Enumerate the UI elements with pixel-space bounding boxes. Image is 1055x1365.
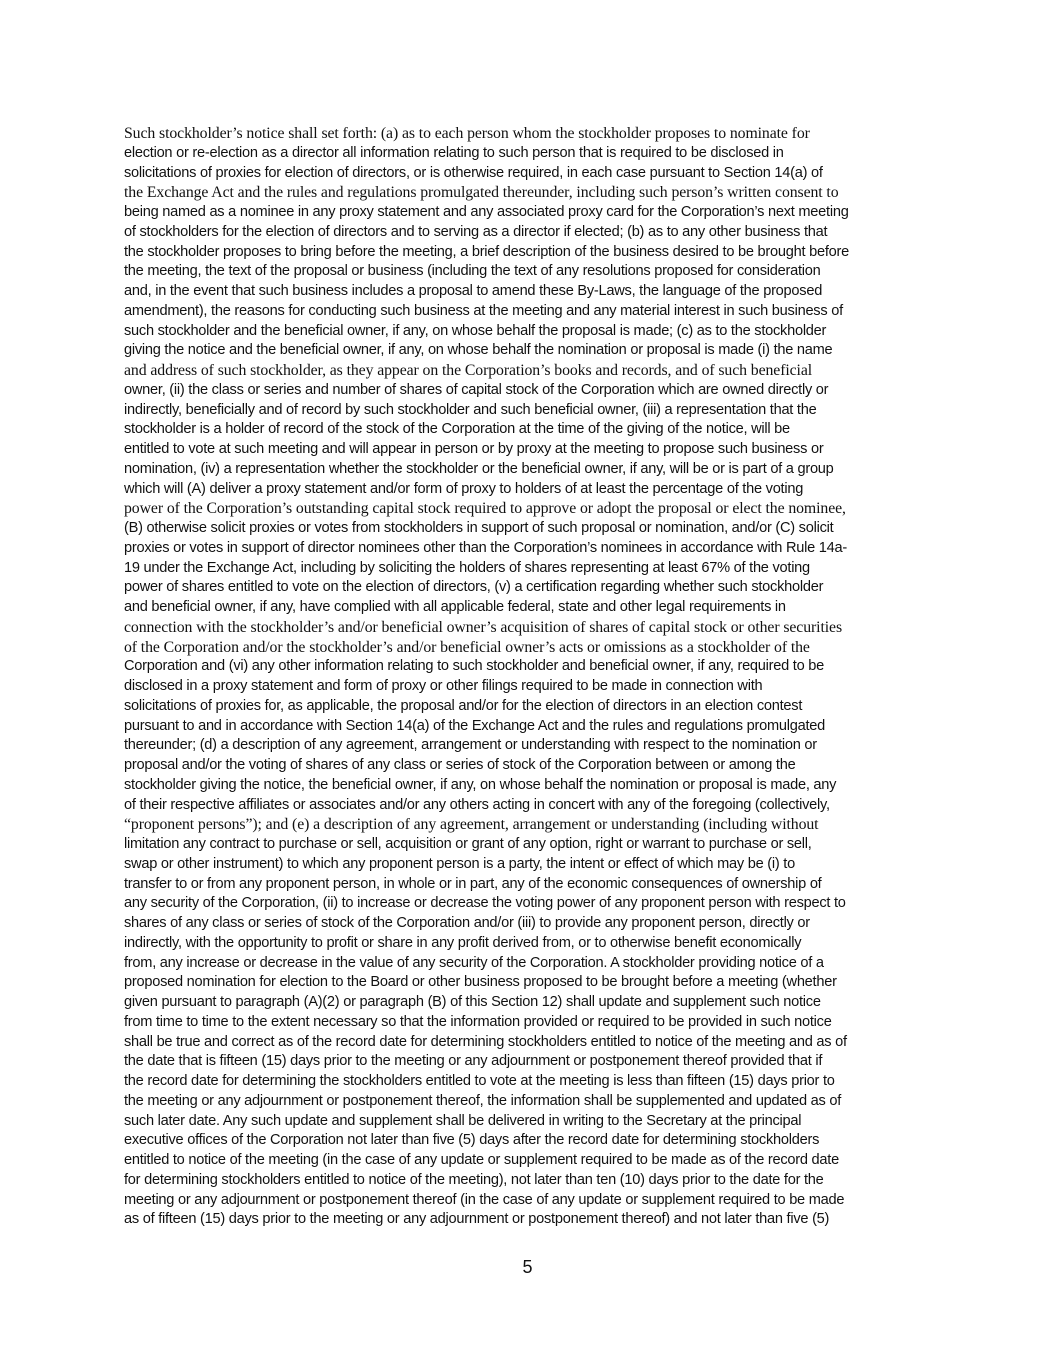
body-paragraph	[124, 124, 934, 1230]
text-line: the meeting, the text of the proposal or business (including the text of any resolutions proposed for consideration	[124, 263, 821, 280]
text-line: pursuant to and in accordance with Section 14(a) of the Exchange Act and the rules and regulations promulgated	[124, 717, 826, 734]
text-line: of stockholders for the election of directors and to serving as a director if elected; (b) as to any other business that	[124, 223, 828, 240]
text-line: from, any increase or decrease in the value of any security of the Corporation. A stockholder providing notice of a	[124, 954, 824, 971]
text-line: entitled to vote at such meeting and will appear in person or by proxy at the meeting to propose such business or	[124, 441, 824, 457]
text-line: proposal and/or the voting of shares of any class or series of stock of the Corporation between or among the	[124, 757, 796, 773]
text-line: which will (A) deliver a proxy statement and/or form of proxy to holders of at least the percentage of the voting	[124, 480, 804, 497]
text-line: election or re-election as a director all information relating to such person that is required to be disclosed in	[124, 144, 784, 161]
text-line: Such stockholder’s notice shall set forth: (a) as to each person whom the stockholder proposes to nominate for	[124, 125, 810, 142]
text-line: given pursuant to paragraph (A)(2) or paragraph (B) of this Section 12) shall update and supplement such notice	[124, 994, 821, 1010]
text-line: such later date. Any such update and supplement shall be delivered in writing to the Secretary at the principal	[124, 1112, 802, 1129]
text-line: 19 under the Exchange Act, including by soliciting the holders of shares representing at least 67% of the voting	[124, 559, 810, 576]
text-line: swap or other instrument) to which any proponent person is a party, the intent or effect of which may be (i) to	[124, 855, 795, 872]
text-line: meeting or any adjournment or postponement thereof (in the case of any update or supplement required to be made	[124, 1191, 845, 1208]
text-line: as of fifteen (15) days prior to the meeting or any adjournment or postponement thereof) and not later than five (5)	[124, 1211, 830, 1228]
text-line: for determining stockholders entitled to notice of the meeting), not later than ten (10) days prior to the date for the	[124, 1171, 824, 1188]
text-line: and address of such stockholder, as they appear on the Corporation’s books and records, and of such beneficial	[124, 362, 813, 379]
text-line: the record date for determining the stockholders entitled to vote at the meeting is less than fifteen (15) days prior to	[124, 1073, 835, 1089]
text-line: and beneficial owner, if any, have complied with all applicable federal, state and other legal requirements in	[124, 599, 786, 615]
text-line: connection with the stockholder’s and/or beneficial owner’s acquisition of shares of capital stock or other securities	[124, 618, 843, 636]
text-line: power of shares entitled to vote on the election of directors, (v) a certification regarding whether such stockholder	[124, 579, 824, 596]
text-line: proposed nomination for election to the Board or other business proposed to be brought before a meeting (whether	[124, 974, 837, 991]
text-line: amendment), the reasons for conducting such business at the meeting and any material interest in such business of	[124, 302, 843, 319]
text-line: shall be true and correct as of the record date for determining stockholders entitled to notice of the meeting and as of	[124, 1033, 847, 1050]
text-line: thereunder; (d) a description of any agreement, arrangement or understanding with respect to the nomination or	[124, 737, 817, 754]
page-number: 5	[522, 1257, 533, 1277]
text-line: shares of any class or series of stock of the Corporation and/or (iii) to provide any proponent person, directly or	[124, 915, 810, 931]
text-line: “proponent persons”); and (e) a description of any agreement, arrangement or understanding (including without	[124, 816, 819, 834]
text-line: nomination, (iv) a representation whether the stockholder or the beneficial owner, if any, will be or is part of a group	[124, 460, 834, 477]
text-line: stockholder is a holder of record of the stock of the Corporation at the time of the giving of the notice, will be	[124, 421, 790, 438]
text-line: disclosed in a proxy statement and form of proxy or other filings required to be made in connection with	[124, 678, 763, 694]
text-line: from time to time to the extent necessary so that the information provided or required to be provided in such notice	[124, 1013, 832, 1030]
text-line: solicitations of proxies for, as applicable, the proposal and/or for the election of directors in an election contest	[124, 697, 803, 714]
text-line: Corporation and (vi) any other information relating to such stockholder and beneficial owner, if any, required to be	[124, 658, 825, 675]
text-line: such stockholder and the beneficial owner, if any, on whose behalf the proposal is made; (c) as to the stockholder	[124, 322, 827, 339]
text-line: entitled to notice of the meeting (in the case of any update or supplement required to be made as of the record date	[124, 1152, 839, 1168]
text-line: the stockholder proposes to bring before the meeting, a brief description of the business desired to be brought before	[124, 243, 849, 260]
text-line: indirectly, beneficially and of record by such stockholder and such beneficial owner, (iii) a representation that the	[124, 401, 817, 418]
text-line: stockholder giving the notice, the beneficial owner, if any, on whose behalf the nomination or proposal is made, any	[124, 776, 837, 793]
text-line: proxies or votes in support of director nominees other than the Corporation’s nominees in accordance with Rule 14a-	[124, 539, 847, 556]
text-line: indirectly, with the opportunity to profit or share in any profit derived from, or to otherwise benefit economically	[124, 934, 802, 951]
text-line: power of the Corporation’s outstanding capital stock required to approve or adopt the proposal or elect the nominee,	[124, 500, 846, 518]
text-line: owner, (ii) the class or series and number of shares of capital stock of the Corporation which are owned directly or	[124, 381, 829, 398]
text-line: the date that is fifteen (15) days prior to the meeting or any adjournment or postponement thereof provided that if	[124, 1053, 823, 1070]
text-line: of their respective affiliates or associates and/or any others acting in concert with any of the foregoing (collectively,	[124, 796, 830, 813]
text-line: being named as a nominee in any proxy statement and any associated proxy card for the Corporation’s next meeting	[124, 204, 849, 220]
text-line: limitation any contract to purchase or sell, acquisition or grant of any option, right or warrant to purchase or sell,	[124, 836, 812, 852]
text-line: any security of the Corporation, (ii) to increase or decrease the voting power of any proponent person with respect to	[124, 895, 846, 912]
text-line: (B) otherwise solicit proxies or votes from stockholders in support of such proposal or nomination, and/or (C) solicit	[124, 520, 834, 536]
text-line: executive offices of the Corporation not later than five (5) days after the record date for determining stockholders	[124, 1132, 820, 1149]
text-line: solicitations of proxies for election of directors, or is otherwise required, in each case pursuant to Section 14(a) of	[124, 164, 823, 181]
text-line: the meeting or any adjournment or postponement thereof, the information shall be supplemented and updated as of	[124, 1092, 842, 1109]
text-line: the Exchange Act and the rules and regulations promulgated thereunder, including such person’s written consent to	[124, 184, 839, 202]
text-line: of the Corporation and/or the stockholder’s and/or beneficial owner’s acts or omissions as a stockholder of the	[124, 638, 810, 656]
text-line: transfer to or from any proponent person, in whole or in part, any of the economic consequences of ownership of	[124, 875, 822, 892]
text-line: and, in the event that such business includes a proposal to amend these By-Laws, the language of the proposed	[124, 283, 823, 299]
text-line: giving the notice and the beneficial owner, if any, on whose behalf the nomination or proposal is made (i) the name	[124, 342, 833, 359]
